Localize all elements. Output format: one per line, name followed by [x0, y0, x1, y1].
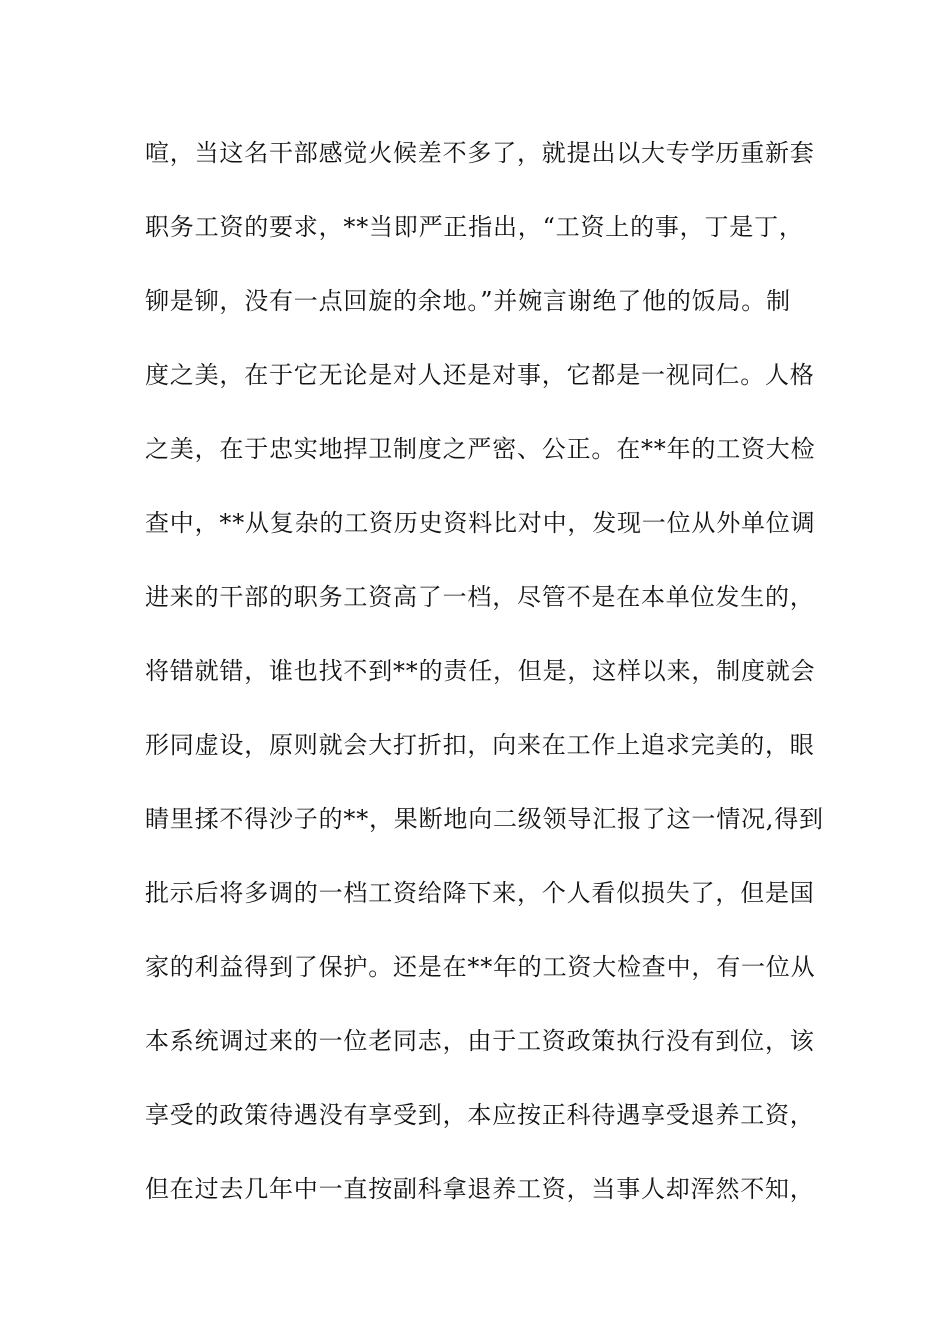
text-line: 睛里揉不得沙子的**，果断地向二级领导汇报了这一情况,得到 — [145, 805, 824, 833]
text-line: 享受的政策待遇没有享受到，本应按正科待遇享受退养工资， — [145, 1101, 815, 1129]
body-text — [145, 133, 824, 1243]
text-line: 度之美，在于它无论是对人还是对事，它都是一视同仁。人格 — [145, 361, 815, 389]
text-line: 形同虚设，原则就会大打折扣，向来在工作上追求完美的，眼 — [145, 731, 815, 759]
text-line: 本系统调过来的一位老同志，由于工资政策执行没有到位，该 — [145, 1027, 815, 1055]
text-line: 进来的干部的职务工资高了一档，尽管不是在本单位发生的， — [145, 583, 815, 611]
text-line: 喧，当这名干部感觉火候差不多了，就提出以大专学历重新套 — [145, 139, 815, 167]
text-line: 批示后将多调的一档工资给降下来，个人看似损失了，但是国 — [145, 879, 815, 907]
text-line: 将错就错，谁也找不到**的责任，但是，这样以来，制度就会 — [145, 657, 816, 685]
text-line: 但在过去几年中一直按副科拿退养工资，当事人却浑然不知， — [145, 1175, 815, 1203]
text-line: 职务工资的要求，**当即严正指出，“工资上的事，丁是丁， — [145, 213, 804, 241]
text-line: 家的利益得到了保护。还是在**年的工资大检查中，有一位从 — [145, 953, 816, 981]
text-line: 铆是铆，没有一点回旋的余地。”并婉言谢绝了他的饭局。制 — [145, 287, 791, 315]
text-line: 查中，**从复杂的工资历史资料比对中，发现一位从外单位调 — [145, 509, 816, 537]
text-line: 之美，在于忠实地捍卫制度之严密、公正。在**年的工资大检 — [145, 435, 816, 463]
